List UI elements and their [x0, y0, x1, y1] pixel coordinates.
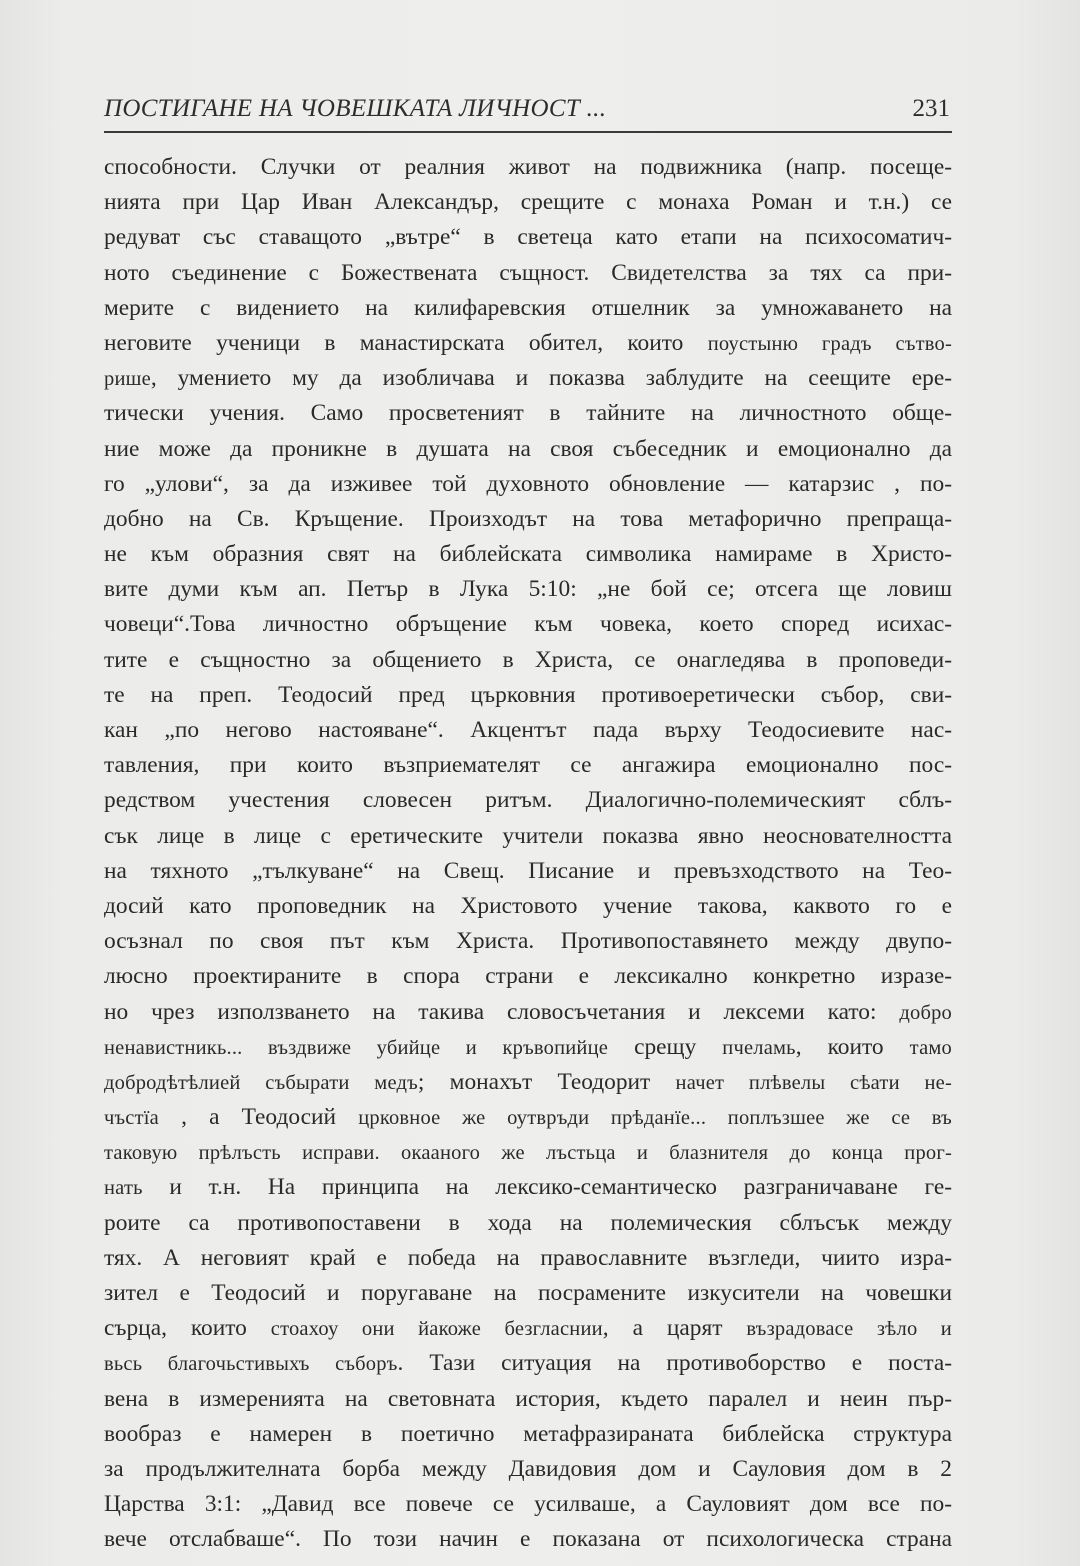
text-run: роите са противопоставени в хода на полемическия сблъсък между: [104, 1209, 952, 1236]
text-run: осъзнал по своя път към Христа. Противопоставянето между двупо-: [104, 928, 952, 955]
text-line: [104, 854, 952, 889]
text-line: [104, 326, 952, 361]
old-slavonic-quote: пчеламь: [722, 1036, 796, 1059]
text-run: . Тази ситуация на противоборство е поста-: [397, 1350, 953, 1377]
text-line: [104, 1170, 952, 1205]
old-slavonic-quote: тамо: [909, 1036, 952, 1059]
old-slavonic-quote: нать: [104, 1177, 143, 1200]
text-line: [104, 1100, 952, 1135]
text-run: човеци“.Това личностно обръщение към човека, което според исихас-: [104, 611, 952, 638]
old-slavonic-quote: стоахоу они йакоже безгласнии: [270, 1318, 603, 1341]
text-run: редством учестения словесен ритъм. Диалогично-полемическият сблъ-: [104, 787, 952, 814]
text-run: , а царят: [602, 1315, 747, 1342]
text-line: [104, 572, 952, 607]
text-run: срещу: [608, 1033, 723, 1060]
text-line: [104, 889, 952, 924]
text-line: [104, 220, 952, 255]
text-run: нията при Цар Иван Александър, срещите с монаха Роман и т.н.) се: [104, 189, 952, 216]
text-run: кан „по негово настояване“. Акцентът пада върху Теодосиевите нас-: [104, 717, 952, 743]
text-run: мерите с видението на килифаревския отшелник за умножаването на: [104, 294, 952, 321]
text-run: сък лице в лице с еретическите учители показва явно неоснователността: [104, 822, 952, 849]
text-line: [104, 361, 952, 396]
text-line: [104, 1382, 952, 1417]
text-run: те на преп. Теодосий пред църковния противоеретически събор, сви-: [104, 681, 952, 708]
text-line: [104, 256, 952, 291]
text-line: [104, 1522, 952, 1557]
old-slavonic-quote: чъстїа: [104, 1107, 159, 1130]
text-run: вена в измеренията на световната история, където паралел и неин пър-: [104, 1385, 952, 1412]
text-line: [104, 1276, 952, 1311]
text-line: [104, 924, 952, 959]
text-line: [104, 1417, 952, 1452]
text-run: не към образния свят на библейската символика намираме в Христо-: [104, 541, 952, 568]
text-run: люсно проектираните в спора страни е лексикално конкретно изразе-: [104, 963, 952, 990]
text-run: и т.н. На принципа на лексико-семантическо разграничаване ге-: [142, 1174, 952, 1201]
text-run: Царства 3:1: „Давид все повече се усилваше, а Сауловият дом все по-: [104, 1491, 952, 1518]
text-run: ; монахът Теодорит: [417, 1068, 676, 1095]
text-line: [104, 713, 952, 748]
text-line: [104, 1311, 952, 1346]
text-run: вече отслабваше“. По този начин е показана от психологическа страна: [104, 1526, 952, 1553]
old-slavonic-quote: начет плѣвелы сѣати не-: [675, 1071, 952, 1094]
text-line: [104, 432, 952, 467]
text-run: за продължителната борба между Давидовия дом и Сауловия дом в 2: [104, 1455, 952, 1482]
header-rule: [104, 131, 952, 133]
old-slavonic-quote: добродѣтѣлией събырати медъ: [104, 1071, 418, 1094]
old-slavonic-quote: таковую прѣлъсть исправи. окааного же лъстьца и блазнителя до конца прог-: [104, 1142, 952, 1165]
text-line: [104, 150, 952, 185]
text-line: [104, 643, 952, 678]
text-line: [104, 396, 952, 431]
body-text: [104, 150, 952, 1558]
text-line: [104, 291, 952, 326]
text-run: тите е същностно за общението в Христа, се онагледява в проповеди-: [104, 646, 952, 673]
text-line: [104, 1241, 952, 1276]
old-slavonic-quote: поустыню градъ сътво-: [707, 332, 952, 355]
text-run: тях. А неговият край е победа на православните възгледи, чиито изра-: [104, 1244, 952, 1271]
text-run: добно на Св. Кръщение. Произходът на това метафорично препраща-: [104, 505, 952, 532]
text-line: [104, 1135, 952, 1170]
text-run: , а Теодосий: [158, 1104, 359, 1131]
text-run: досий като проповедник на Христовото учение такова, каквото го е: [104, 892, 952, 919]
old-slavonic-quote: рише: [104, 368, 151, 391]
text-line: [104, 1030, 952, 1065]
old-slavonic-quote: възрадовасе зѣло и: [746, 1318, 952, 1341]
text-run: на тяхното „тълкуване“ на Свещ. Писание и превъзходството на Тео-: [104, 857, 952, 884]
old-slavonic-quote: ненавистникь... въздвиже убийце и кръвопийце: [104, 1036, 609, 1059]
text-line: [104, 537, 952, 572]
text-line: [104, 467, 952, 502]
running-head: [104, 92, 952, 132]
text-run: ното съединение с Божествената същност. Свидетелства за тях са при-: [104, 259, 952, 286]
text-line: [104, 995, 952, 1030]
text-run: сърца, които: [104, 1315, 271, 1342]
text-run: тически учения. Само просветеният в тайните на личностното обще-: [104, 400, 952, 427]
text-line: [104, 1346, 952, 1381]
text-line: [104, 748, 952, 783]
text-run: неговите ученици в манастирската обител, които: [104, 329, 708, 356]
text-run: зител е Теодосий и поругаване на посрамените изкусители на човешки: [104, 1280, 952, 1306]
text-line: [104, 1487, 952, 1522]
text-line: [104, 819, 952, 854]
old-slavonic-quote: добро: [899, 1001, 952, 1024]
running-title: ПОСТИГАНЕ НА ЧОВЕШКАТА ЛИЧНОСТ ...: [104, 95, 607, 122]
text-line: [104, 502, 952, 537]
text-line: [104, 185, 952, 220]
text-run: , умението му да изобличава и показва заблудите на сеещите ере-: [150, 365, 952, 392]
old-slavonic-quote: вьсь благочьстивыхъ съборъ: [104, 1353, 398, 1376]
text-run: редуват със ставащото „вътре“ в светеца като етапи на психосоматич-: [104, 224, 952, 251]
page-number: 231: [912, 95, 950, 122]
text-run: го „улови“, за да изживее той духовното обновление — катарзис , по-: [104, 470, 952, 497]
text-run: вите думи към ап. Петър в Лука 5:10: „не бой се; отсега ще ловиш: [104, 576, 952, 603]
text-line: [104, 1206, 952, 1241]
text-line: [104, 678, 952, 713]
text-run: вообраз е намерен в поетично метафразираната библейска структура: [104, 1420, 952, 1447]
text-line: [104, 607, 952, 642]
text-run: , които: [795, 1033, 910, 1060]
text-run: ние може да проникне в душата на своя събеседник и емоционално да: [104, 435, 952, 462]
text-line: [104, 783, 952, 818]
text-run: но чрез използването на такива словосъчетания и лексеми като:: [104, 998, 900, 1025]
text-line: [104, 959, 952, 994]
old-slavonic-quote: црковное же оутвръди прѣданїе... поплъзшее же се въ: [358, 1107, 952, 1130]
text-line: [104, 1065, 952, 1100]
text-run: тавления, при които възприемателят се ангажира емоционално пос-: [104, 752, 952, 779]
text-run: способности. Случки от реалния живот на подвижника (напр. посеще-: [104, 154, 952, 180]
text-line: [104, 1452, 952, 1487]
